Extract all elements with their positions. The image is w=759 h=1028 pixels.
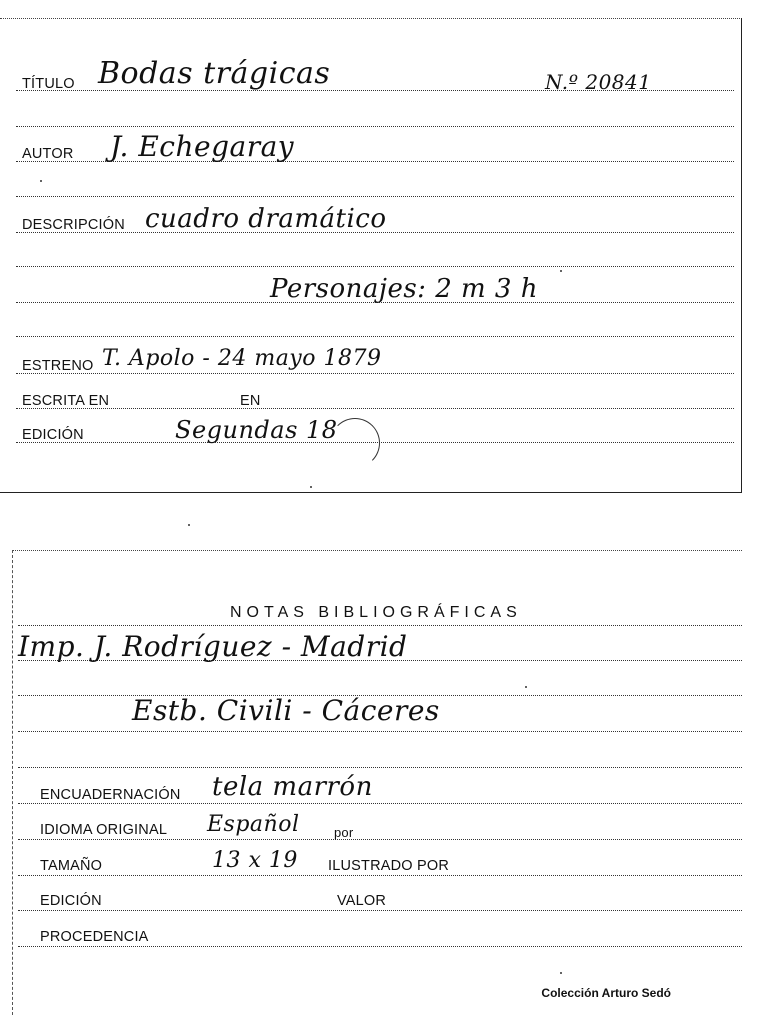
rule-line bbox=[18, 625, 742, 626]
speck bbox=[310, 486, 312, 488]
escrita-label: ESCRITA EN bbox=[22, 393, 110, 409]
speck bbox=[525, 686, 527, 688]
catalog-card-front bbox=[0, 18, 742, 493]
edicion-label-2: EDICIÓN bbox=[40, 893, 102, 909]
encuadernacion-label: ENCUADERNACIÓN bbox=[40, 787, 181, 803]
card-right-edge bbox=[741, 18, 742, 493]
card-top-edge bbox=[12, 550, 742, 551]
edicion-value: Segundas 18 bbox=[175, 416, 338, 444]
nota-line-1: Imp. J. Rodríguez - Madrid bbox=[18, 630, 408, 663]
encuadernacion-value: tela marrón bbox=[212, 772, 373, 802]
notas-heading: NOTAS BIBLIOGRÁFICAS bbox=[230, 604, 522, 621]
rule-line bbox=[18, 839, 742, 840]
collection-credit: Colección Arturo Sedó bbox=[541, 986, 671, 1000]
en-label: EN bbox=[240, 393, 261, 409]
idioma-label: IDIOMA ORIGINAL bbox=[40, 822, 168, 838]
ilustrado-label: ILUSTRADO POR bbox=[328, 858, 450, 874]
stamp-mark bbox=[330, 418, 380, 468]
rule-line bbox=[18, 803, 742, 804]
nota-line-2: Estb. Civili - Cáceres bbox=[132, 694, 440, 727]
catalog-card-back bbox=[12, 550, 742, 1015]
rule-line bbox=[18, 910, 742, 911]
procedencia-label: PROCEDENCIA bbox=[40, 929, 149, 945]
rule-line bbox=[16, 196, 734, 197]
titulo-label: TÍTULO bbox=[22, 76, 75, 92]
card-top-edge bbox=[0, 18, 742, 19]
card-left-edge bbox=[12, 550, 13, 1015]
numero-value: N.º 20841 bbox=[545, 70, 652, 94]
idioma-value: Español bbox=[207, 812, 300, 837]
autor-label: AUTOR bbox=[22, 146, 74, 162]
speck bbox=[560, 270, 562, 272]
rule-line bbox=[18, 767, 742, 768]
rule-line bbox=[16, 126, 734, 127]
edicion-label: EDICIÓN bbox=[22, 427, 84, 443]
estreno-value: T. Apolo - 24 mayo 1879 bbox=[102, 346, 382, 371]
estreno-label: ESTRENO bbox=[22, 358, 94, 374]
rule-line bbox=[16, 408, 734, 409]
rule-line bbox=[16, 266, 734, 267]
descripcion-label: DESCRIPCIÓN bbox=[22, 217, 125, 233]
titulo-value: Bodas trágicas bbox=[98, 56, 331, 91]
rule-line bbox=[18, 875, 742, 876]
rule-line bbox=[18, 946, 742, 947]
valor-label: VALOR bbox=[337, 893, 387, 909]
speck bbox=[560, 972, 562, 974]
personajes-value: Personajes: 2 m 3 h bbox=[270, 274, 538, 304]
autor-value: J. Echegaray bbox=[110, 130, 295, 163]
speck bbox=[188, 524, 190, 526]
rule-line bbox=[16, 336, 734, 337]
speck bbox=[40, 180, 42, 182]
descripcion-value: cuadro dramático bbox=[145, 204, 387, 234]
tamano-value: 13 x 19 bbox=[212, 848, 298, 873]
rule-line bbox=[16, 373, 734, 374]
tamano-label: TAMAÑO bbox=[40, 858, 103, 874]
rule-line bbox=[18, 731, 742, 732]
por-label: por bbox=[334, 825, 354, 840]
card-bottom-edge bbox=[0, 492, 742, 493]
